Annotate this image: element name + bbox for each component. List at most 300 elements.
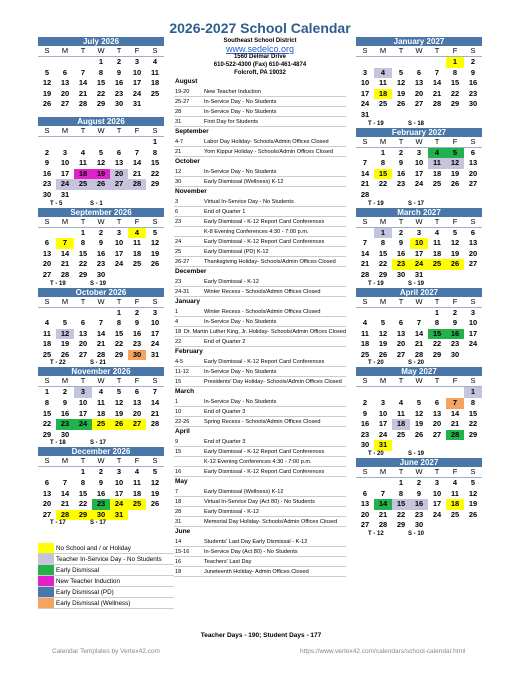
day-cell [92, 308, 110, 319]
day-cell: 18 [42, 339, 52, 349]
weekday-label: W [415, 296, 423, 306]
day-cell: 2 [470, 57, 476, 66]
weekday-label: M [379, 136, 387, 146]
day-cell: 28 [432, 99, 442, 109]
week-row [38, 137, 164, 148]
day-cell: 31 [60, 189, 70, 199]
event-date: 3 [175, 199, 179, 205]
day-cell [464, 440, 482, 451]
day-cell [146, 190, 164, 201]
weekday-label: S [152, 376, 158, 386]
weekday-label: T [398, 376, 404, 386]
day-cell: 22 [96, 88, 106, 98]
legend [38, 543, 174, 609]
month-header: August 2026 [38, 117, 164, 126]
day-cell: 8 [434, 318, 440, 328]
month-calendar [38, 367, 164, 447]
event-date: 16 [175, 469, 182, 475]
day-cell [38, 57, 56, 68]
day-cell: 6 [116, 147, 122, 157]
event-text: In-Service Day - No Students [204, 109, 277, 115]
event-date: 11-12 [175, 369, 189, 375]
week-row [356, 339, 482, 350]
weekday-label: F [452, 467, 458, 477]
event-date: 30 [175, 179, 182, 185]
day-cell: 19 [378, 339, 388, 349]
weekday-label: T [80, 46, 86, 55]
month-totals [38, 360, 164, 367]
weekday-label: T [398, 467, 404, 477]
events-list [174, 77, 346, 577]
week-row [38, 318, 164, 329]
event-date: 12 [175, 169, 182, 175]
weekday-label: T [80, 376, 86, 386]
day-cell: 2 [416, 478, 422, 488]
weekday-label: W [415, 216, 423, 226]
day-cell: 15 [42, 408, 52, 418]
weekday-label: M [379, 467, 387, 477]
weekday-header-row [38, 456, 164, 467]
day-cell: 30 [114, 99, 124, 109]
week-row [356, 57, 482, 68]
day-cell: 25 [128, 499, 146, 510]
day-cell [56, 57, 74, 68]
day-cell: 29 [468, 429, 478, 439]
total-label: S - 17 [408, 200, 425, 207]
district-website-link[interactable]: www.sedelco.org [225, 44, 295, 54]
event-text: In-Service Day - No Students [204, 169, 277, 175]
day-cell: 13 [360, 499, 370, 509]
day-cell [56, 228, 74, 239]
event-row [174, 107, 346, 117]
day-cell: 19 [450, 168, 460, 178]
day-cell: 26 [468, 509, 478, 519]
weekday-label: F [134, 296, 140, 306]
week-row [356, 419, 482, 430]
weekday-header-row [356, 467, 482, 478]
total-label: S - 19 [408, 280, 425, 287]
day-cell: 30 [450, 349, 460, 359]
legend-item [38, 587, 174, 598]
week-row [356, 179, 482, 190]
legend-swatch [38, 554, 54, 564]
event-text: Virtual In-Service Day - No Students [204, 199, 294, 205]
day-cell: 1 [98, 57, 104, 66]
event-date: 4-5 [175, 359, 184, 365]
day-cell [146, 430, 164, 441]
day-cell [374, 387, 392, 398]
day-cell: 22 [468, 419, 478, 429]
weekday-label: S [44, 125, 50, 135]
event-text: Labor Day Holiday- Schools/Admin Offices Closed [204, 139, 329, 145]
day-cell: 1 [44, 387, 50, 397]
day-cell: 18 [74, 169, 92, 180]
day-cell: 14 [150, 398, 160, 408]
event-text: Winter Recess - Schools/Admin Offices Closed [204, 289, 321, 295]
day-cell: 8 [98, 67, 104, 77]
day-cell: 14 [450, 408, 460, 418]
event-row [174, 247, 346, 257]
day-cell: 14 [78, 78, 88, 88]
day-cell: 13 [414, 78, 424, 88]
event-row [174, 557, 346, 567]
day-cell: 8 [44, 398, 50, 408]
day-cell: 9 [44, 158, 50, 168]
event-text: In-Service Day - No Students [204, 319, 277, 325]
day-cell: 14 [360, 248, 370, 258]
weekday-label: W [97, 46, 105, 55]
day-cell [92, 430, 110, 441]
day-cell: 4 [428, 148, 446, 159]
day-cell [428, 520, 446, 531]
day-cell: 1 [446, 57, 464, 68]
weekday-label: S [44, 296, 50, 306]
legend-swatch [38, 565, 54, 575]
day-cell: 12 [468, 488, 478, 498]
day-cell: 14 [60, 488, 70, 498]
event-row [174, 407, 346, 417]
event-date: 15 [175, 449, 182, 455]
total-label: T - 19 [368, 120, 384, 127]
day-cell: 21 [450, 419, 460, 429]
day-cell: 28 [414, 349, 424, 359]
day-cell: 24 [74, 419, 92, 430]
day-cell: 19 [92, 169, 110, 180]
event-month-heading: September [175, 128, 209, 135]
day-cell: 26 [92, 179, 110, 190]
day-cell: 4 [398, 398, 404, 408]
total-label: T - 18 [50, 440, 66, 447]
event-text: End of Quarter 3 [204, 409, 246, 415]
event-text: Early Dismissal - K-12 [204, 509, 260, 515]
day-cell: 15 [96, 78, 106, 88]
day-cell: 5 [116, 387, 122, 397]
weekday-label: M [379, 376, 387, 386]
weekday-label: T [116, 376, 122, 386]
weekday-label: S [362, 376, 368, 386]
event-row [174, 117, 346, 127]
event-text: Teachers' Last Day [204, 559, 252, 565]
day-cell: 1 [80, 467, 86, 477]
day-cell: 3 [416, 147, 422, 157]
day-cell: 3 [62, 147, 68, 157]
event-date: 18 [175, 569, 182, 575]
week-row [38, 489, 164, 500]
day-cell: 31 [374, 440, 392, 451]
event-row [174, 97, 346, 107]
day-cell: 31 [360, 109, 370, 119]
week-row [38, 339, 164, 350]
day-cell: 13 [60, 78, 70, 88]
week-row [38, 179, 164, 190]
day-cell [374, 478, 392, 489]
day-cell: 19 [42, 88, 52, 98]
day-cell: 12 [42, 78, 52, 88]
day-cell: 31 [132, 99, 142, 109]
weekday-label: M [379, 296, 387, 306]
event-row [174, 357, 346, 367]
day-cell: 8 [452, 67, 458, 77]
event-date: 28 [175, 109, 182, 115]
day-cell: 9 [470, 67, 476, 77]
day-cell [464, 520, 482, 531]
day-cell: 16 [132, 328, 142, 338]
day-cell: 18 [132, 488, 142, 498]
month-header: September 2026 [38, 208, 164, 217]
day-cell: 11 [133, 238, 141, 248]
day-cell [92, 190, 110, 201]
day-cell: 5 [98, 147, 104, 157]
day-cell: 7 [434, 67, 440, 77]
day-cell: 2 [62, 387, 68, 397]
weekday-label: S [470, 467, 476, 477]
week-row [38, 329, 164, 340]
day-cell: 23 [56, 419, 74, 430]
day-cell: 24 [410, 259, 428, 270]
legend-label: Early Dismissal [56, 567, 100, 574]
day-cell: 16 [468, 78, 478, 88]
day-cell: 21 [360, 259, 370, 269]
day-cell: 8 [80, 478, 86, 488]
event-row [174, 207, 346, 217]
day-cell: 6 [44, 238, 50, 248]
day-cell: 2 [98, 467, 104, 477]
weekday-label: S [152, 216, 158, 226]
event-text: Virtual In-Service Day (Act 80) - No Students [204, 499, 315, 505]
day-cell: 5 [446, 148, 464, 159]
week-row [356, 409, 482, 420]
day-cell [146, 270, 164, 281]
day-cell: 16 [114, 78, 124, 88]
event-row [174, 287, 346, 297]
total-label: S - 17 [90, 520, 107, 527]
day-cell: 16 [96, 248, 106, 258]
weekday-label: T [434, 216, 440, 226]
event-text: Early Dismissal (Wellness) K-12 [204, 489, 284, 495]
weekday-label: W [415, 376, 423, 386]
day-cell [428, 190, 446, 201]
day-cell: 13 [42, 488, 52, 498]
event-date: 4 [175, 319, 179, 325]
day-cell [110, 190, 128, 201]
weekday-label: T [398, 136, 404, 146]
event-date: 9 [175, 439, 179, 445]
weekday-label: M [61, 296, 69, 306]
event-row [174, 227, 346, 237]
day-cell: 11 [97, 398, 105, 408]
day-cell: 4 [362, 318, 368, 328]
month-header: March 2027 [356, 208, 482, 217]
day-cell: 24 [414, 179, 424, 189]
day-cell: 4 [128, 228, 146, 239]
event-text: In-Service Day - No Students [204, 399, 277, 405]
day-cell: 23 [132, 339, 142, 349]
weekday-label: W [97, 125, 105, 135]
day-cell [410, 387, 428, 398]
day-cell [428, 57, 446, 68]
event-date [174, 227, 204, 236]
day-cell: 30 [396, 269, 406, 279]
week-row [356, 478, 482, 489]
day-cell: 6 [80, 318, 86, 328]
day-cell [146, 99, 164, 110]
day-cell: 9 [398, 238, 404, 248]
day-cell: 13 [396, 328, 406, 338]
day-cell [428, 440, 446, 451]
total-label: S - 17 [90, 440, 107, 447]
weekday-label: W [415, 467, 423, 477]
day-cell [392, 110, 410, 121]
day-cell: 31 [414, 269, 424, 279]
district-header [174, 37, 346, 77]
day-cell: 7 [62, 478, 68, 488]
day-cell: 16 [410, 499, 428, 510]
week-row [38, 228, 164, 239]
day-cell: 6 [62, 67, 68, 77]
day-cell: 29 [378, 269, 388, 279]
day-cell [464, 270, 482, 281]
week-row [356, 387, 482, 398]
event-date: 7 [175, 489, 179, 495]
day-cell: 5 [152, 227, 158, 237]
day-cell: 21 [150, 408, 160, 418]
day-cell: 10 [360, 78, 370, 88]
month-calendar [38, 117, 164, 208]
legend-label: Teacher In-Service Day - No Students [56, 556, 162, 563]
day-cell: 17 [60, 168, 70, 178]
day-cell: 22 [378, 259, 388, 269]
day-cell [374, 57, 392, 68]
weekday-label: S [44, 376, 50, 386]
footer-credit[interactable]: Calendar Templates by Vertex42.com [52, 648, 160, 655]
legend-item [38, 554, 174, 565]
weekday-label: W [97, 296, 105, 306]
month-header: February 2027 [356, 128, 482, 137]
day-cell: 15 [468, 408, 478, 418]
day-cell: 8 [380, 158, 386, 168]
day-cell: 6 [398, 318, 404, 328]
day-cell: 9 [134, 318, 140, 328]
day-cell: 18 [446, 499, 464, 510]
day-cell: 15 [378, 248, 388, 258]
weekday-label: T [398, 296, 404, 306]
day-cell: 29 [396, 520, 406, 530]
event-row [174, 277, 346, 287]
district-phone: 610-522-4300 (Fax) 610-461-4874 [213, 62, 307, 68]
event-row [174, 307, 346, 317]
week-row [38, 478, 164, 489]
day-cell: 11 [151, 67, 159, 77]
event-row [174, 217, 346, 227]
day-cell: 20 [414, 88, 424, 98]
day-cell [410, 57, 428, 68]
weekday-label: S [152, 456, 158, 466]
district-name: Southeast School District [223, 38, 297, 44]
day-cell: 27 [396, 349, 406, 359]
weekday-label: T [116, 296, 122, 306]
event-text: In-Service Day - No Students [204, 99, 277, 105]
day-cell: 5 [398, 67, 404, 77]
day-cell: 4 [434, 227, 440, 237]
day-cell: 27 [432, 429, 442, 439]
day-cell: 7 [362, 158, 368, 168]
day-cell: 2 [98, 227, 104, 237]
day-cell: 26 [378, 349, 388, 359]
day-cell [410, 190, 428, 201]
day-cell: 17 [78, 408, 88, 418]
week-row [38, 467, 164, 478]
day-cell: 13 [114, 158, 124, 168]
weekday-label: T [116, 216, 122, 226]
total-label: S - 19 [408, 451, 425, 458]
day-cell: 16 [360, 419, 370, 429]
event-text: Dr. Martin Luther King, Jr. Holiday- Schools/Admin Offices Closed [183, 329, 346, 335]
day-cell: 27 [128, 419, 146, 430]
day-cell: 16 [396, 248, 406, 258]
total-label: T - 20 [368, 451, 384, 458]
day-cell: 4 [134, 467, 140, 477]
total-label: S - 10 [408, 531, 425, 537]
day-cell: 25 [132, 259, 142, 269]
event-text: In-Service Day - No Students [204, 369, 277, 375]
day-cell: 29 [96, 99, 106, 109]
event-date: 1 [175, 309, 179, 315]
weekday-label: T [434, 467, 440, 477]
weekday-header-row [38, 126, 164, 137]
event-date: 1 [175, 399, 179, 405]
total-label: T - 20 [368, 360, 384, 367]
day-cell: 13 [468, 238, 478, 248]
day-cell: 10 [60, 158, 70, 168]
day-cell: 24 [150, 339, 160, 349]
day-cell: 9 [398, 158, 404, 168]
legend-swatch [38, 576, 54, 586]
day-cell: 13 [132, 398, 142, 408]
event-date: 15-16 [175, 549, 190, 555]
day-cell: 20 [60, 88, 70, 98]
weekday-label: M [61, 216, 69, 226]
week-row [38, 419, 164, 430]
month-calendar [356, 288, 482, 368]
day-cell: 13 [432, 408, 442, 418]
day-cell [110, 270, 128, 281]
day-cell [392, 308, 410, 319]
weekday-label: S [470, 296, 476, 306]
day-cell: 30 [414, 520, 424, 530]
day-cell [392, 190, 410, 201]
day-cell: 1 [398, 478, 404, 488]
district-address: 1560 Delmar Drive [233, 54, 287, 60]
event-row [174, 197, 346, 207]
day-cell: 22 [150, 168, 160, 178]
day-cell: 12 [150, 238, 160, 248]
day-cell: 3 [116, 467, 122, 477]
day-cell: 14 [96, 328, 106, 338]
day-cell [410, 440, 428, 451]
day-cell: 20 [432, 419, 442, 429]
footer-url[interactable]: https://www.vertex42.com/calendars/school-calendar.html [300, 648, 466, 655]
event-row [174, 437, 346, 447]
day-cell: 30 [360, 440, 370, 450]
week-row [38, 499, 164, 510]
day-cell: 17 [360, 88, 370, 98]
event-text: End of Quarter 3 [204, 439, 246, 445]
event-date: 25 [175, 249, 182, 255]
total-label: S - 20 [408, 360, 425, 367]
week-row [356, 329, 482, 340]
day-cell: 31 [150, 349, 160, 359]
day-cell [74, 137, 92, 148]
